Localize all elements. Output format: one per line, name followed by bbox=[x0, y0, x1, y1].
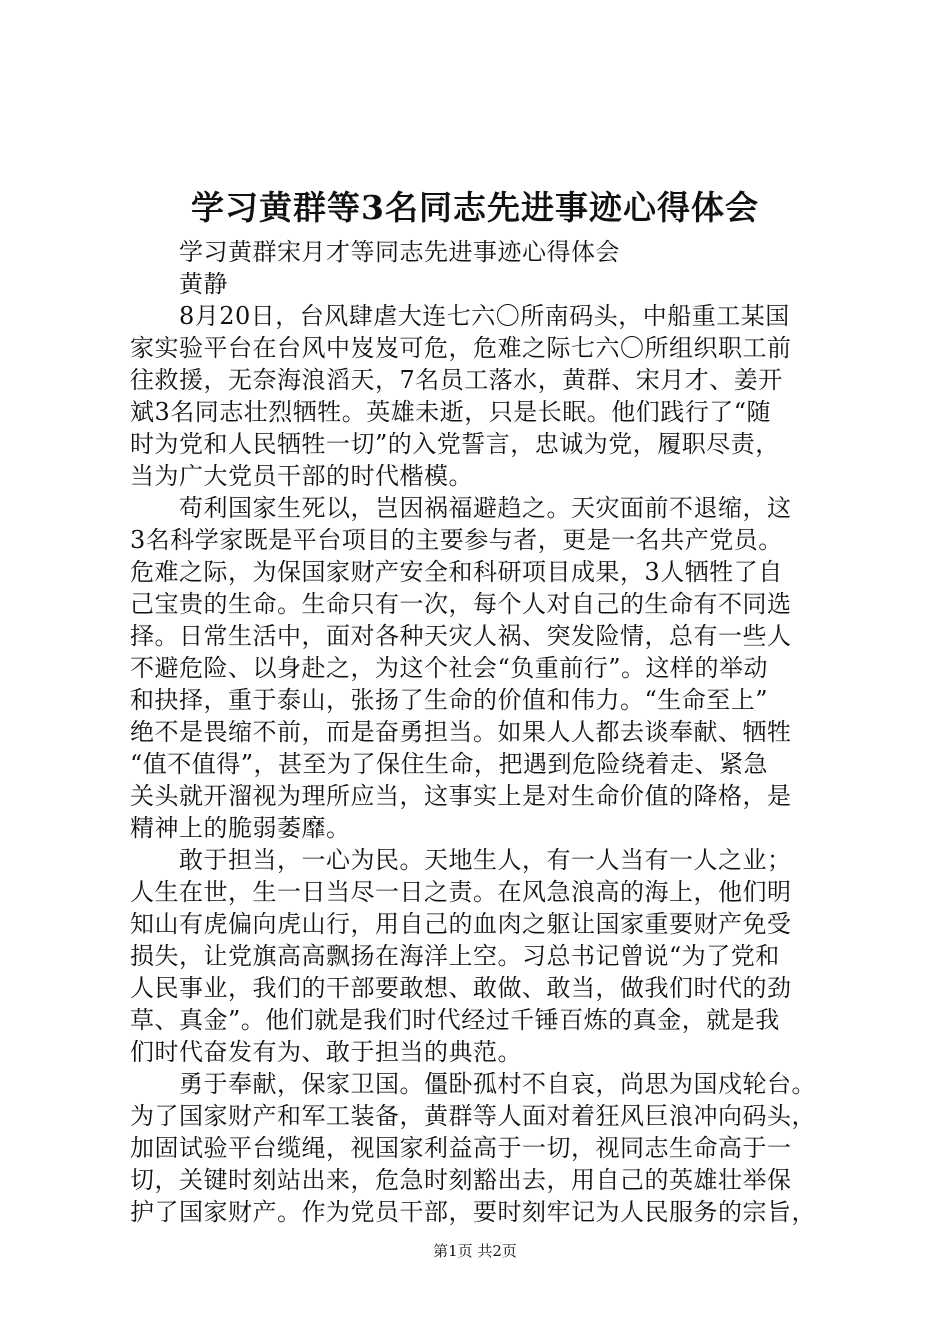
paragraph-line: 草、真金”。他们就是我们时代经过千锤百炼的真金，就是我 bbox=[130, 1006, 780, 1034]
paragraph-line: 关头就开溜视为理所应当，这事实上是对生命价值的降格，是 bbox=[130, 782, 792, 810]
paragraph-line: 择。日常生活中，面对各种天灾人祸、突发险情，总有一些人 bbox=[130, 622, 792, 650]
paragraph-line: 和抉择，重于泰山，张扬了生命的价值和伟力。“生命至上” bbox=[130, 686, 769, 714]
paragraph-line: 损失，让党旗高高飘扬在海洋上空。习总书记曾说“为了党和 bbox=[130, 942, 780, 970]
document-title: 学习黄群等3名同志先进事迹心得体会 bbox=[191, 188, 759, 227]
paragraph-line: 往救援，无奈海浪滔天，7名员工落水，黄群、宋月才、姜开 bbox=[130, 366, 783, 394]
paragraph-line: 知山有虎偏向虎山行，用自己的血肉之躯让国家重要财产免受 bbox=[130, 910, 792, 938]
paragraph bbox=[130, 492, 834, 844]
paragraph-line: 8月20日，台风肆虐大连七六〇所南码头，中船重工某国 bbox=[179, 302, 790, 330]
paragraph-line: 时为党和人民牺牲一切”的入党誓言，忠诚为党，履职尽责， bbox=[130, 430, 780, 458]
paragraph-line: 为了国家财产和军工装备，黄群等人面对着狂风巨浪冲向码头， bbox=[130, 1102, 816, 1130]
paragraph bbox=[130, 300, 834, 492]
paragraph-line: 斌3名同志壮烈牺牲。英雄未逝，只是长眠。他们践行了“随 bbox=[130, 398, 772, 426]
paragraph-line: 绝不是畏缩不前，而是奋勇担当。如果人人都去谈奉献、牺牲 bbox=[130, 718, 792, 746]
paragraph-line: “值不值得”，甚至为了保住生命，把遇到危险绕着走、紧急 bbox=[130, 750, 769, 778]
paragraph-line: 们时代奋发有为、敢于担当的典范。 bbox=[130, 1038, 522, 1066]
paragraph-line: 敢于担当，一心为民。天地生人，有一人当有一人之业； bbox=[179, 846, 792, 874]
document-subtitle: 学习黄群宋月才等同志先进事迹心得体会 bbox=[179, 238, 620, 266]
page-footer: 第1页 共2页 bbox=[433, 1242, 517, 1260]
document-author: 黄静 bbox=[179, 270, 228, 298]
paragraph-line: 当为广大党员干部的时代楷模。 bbox=[130, 462, 473, 490]
paragraph bbox=[130, 844, 834, 1068]
paragraph-line: 3名科学家既是平台项目的主要参与者，更是一名共产党员。 bbox=[130, 526, 783, 554]
paragraph-line: 己宝贵的生命。生命只有一次，每个人对自己的生命有不同选 bbox=[130, 590, 792, 618]
paragraph-line: 勇于奉献，保家卫国。僵卧孤村不自哀，尚思为国戍轮台。 bbox=[179, 1070, 816, 1098]
paragraph bbox=[130, 1068, 834, 1228]
paragraph-line: 精神上的脆弱萎靡。 bbox=[130, 814, 351, 842]
paragraph-line: 切，关键时刻站出来，危急时刻豁出去，用自己的英雄壮举保 bbox=[130, 1166, 792, 1194]
paragraph-line: 家实验平台在台风中岌岌可危，危难之际七六〇所组织职工前 bbox=[130, 334, 792, 362]
paragraph-line: 护了国家财产。作为党员干部，要时刻牢记为人民服务的宗旨， bbox=[130, 1198, 816, 1226]
paragraph-line: 不避危险、以身赴之，为这个社会“负重前行”。这样的举动 bbox=[130, 654, 769, 682]
paragraph-line: 危难之际，为保国家财产安全和科研项目成果，3人牺牲了自 bbox=[130, 558, 783, 586]
paragraph-line: 人民事业，我们的干部要敢想、敢做、敢当，做我们时代的劲 bbox=[130, 974, 792, 1002]
document-body bbox=[130, 236, 834, 1228]
paragraph-line: 人生在世，生一日当尽一日之责。在风急浪高的海上，他们明 bbox=[130, 878, 792, 906]
paragraph-line: 加固试验平台缆绳，视国家利益高于一切，视同志生命高于一 bbox=[130, 1134, 792, 1162]
paragraph-line: 苟利国家生死以，岂因祸福避趋之。天灾面前不退缩，这 bbox=[179, 494, 792, 522]
